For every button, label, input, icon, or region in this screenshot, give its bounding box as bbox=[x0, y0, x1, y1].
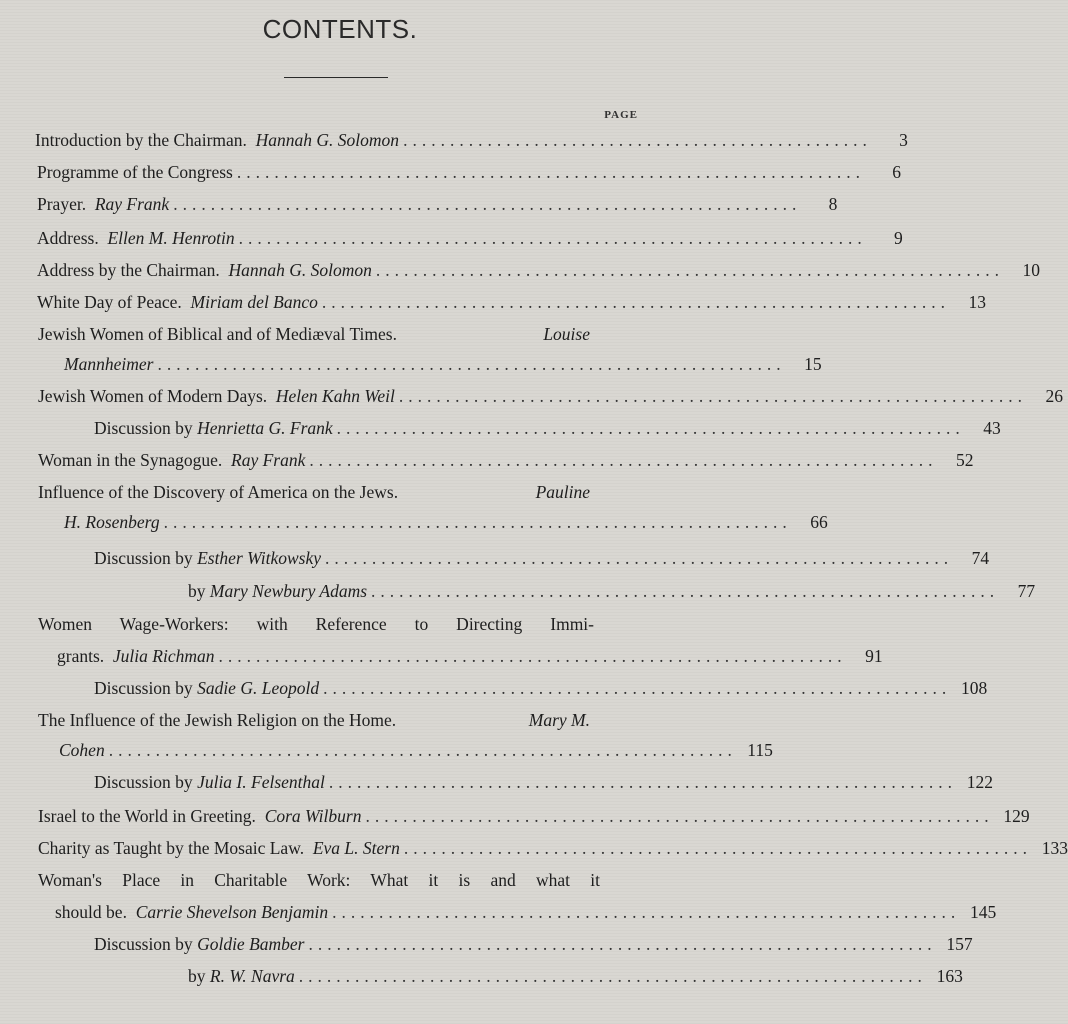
toc-entry bbox=[38, 836, 1068, 860]
dot-leader: ................................................................... bbox=[157, 354, 786, 374]
dot-leader: ................................................................... bbox=[218, 646, 847, 666]
entry-page: 108 bbox=[960, 678, 988, 698]
entry-page: 74 bbox=[971, 548, 990, 568]
entry-title: Discussion by bbox=[94, 548, 193, 568]
entry-page: 145 bbox=[970, 902, 997, 922]
toc-entry bbox=[94, 676, 988, 700]
entry-page: 129 bbox=[1003, 806, 1030, 826]
toc-entry-line bbox=[38, 868, 600, 892]
entry-page: 26 bbox=[1045, 386, 1063, 406]
entry-title: should be. bbox=[55, 902, 127, 922]
entry-author: Mary M. bbox=[528, 710, 590, 730]
entry-page: 122 bbox=[966, 772, 994, 792]
entry-page: 52 bbox=[956, 450, 974, 470]
entry-title: Woman in the Synagogue. bbox=[38, 450, 223, 470]
entry-title: Influence of the Discovery of America on the Jews. bbox=[38, 482, 399, 502]
entry-author: Julia Richman bbox=[112, 646, 215, 666]
toc-entry bbox=[37, 226, 903, 250]
entry-title: The Influence of the Jewish Religion on the Home. bbox=[38, 710, 397, 730]
entry-title: Women Wage-Workers: with Reference to Directing Immi- bbox=[38, 614, 594, 634]
dot-leader: ................................................................... bbox=[375, 260, 1005, 280]
entry-author: Ray Frank bbox=[94, 194, 170, 214]
entry-page: 8 bbox=[828, 194, 838, 214]
entry-author: Miriam del Banco bbox=[190, 292, 318, 312]
toc-entry bbox=[94, 416, 1001, 440]
entry-page: 13 bbox=[968, 292, 987, 312]
dot-leader: .................................................. bbox=[403, 130, 872, 150]
entry-author: Julia I. Felsenthal bbox=[197, 772, 325, 792]
toc-entry bbox=[57, 644, 883, 668]
entry-author: Helen Kahn Weil bbox=[275, 386, 395, 406]
entry-title: Address. bbox=[37, 228, 99, 248]
page-column-header: PAGE bbox=[604, 109, 638, 121]
dot-leader: ................................................................... bbox=[298, 966, 927, 986]
dot-leader: ................................................................... bbox=[238, 228, 867, 248]
entry-page: 43 bbox=[983, 418, 1001, 438]
toc-entry bbox=[64, 352, 822, 376]
toc-entry bbox=[38, 384, 1063, 408]
dot-leader: ................................................................... bbox=[173, 194, 802, 214]
entry-title: White Day of Peace. bbox=[37, 292, 182, 312]
dot-leader: ................................................................... bbox=[308, 934, 937, 954]
entry-page: 115 bbox=[747, 740, 773, 760]
entry-author: Carrie Shevelson Benjamin bbox=[135, 902, 329, 922]
toc-entry bbox=[37, 290, 987, 314]
dot-leader: ................................................................... bbox=[365, 806, 994, 826]
title-rule bbox=[284, 77, 388, 78]
entry-title: Prayer. bbox=[37, 194, 87, 214]
entry-page: 163 bbox=[936, 966, 963, 986]
entry-author: H. Rosenberg bbox=[64, 512, 160, 532]
dot-leader: ................................................................... bbox=[398, 386, 1027, 406]
entry-page: 66 bbox=[810, 512, 828, 532]
entry-author: Mannheimer bbox=[64, 354, 154, 374]
dot-leader: ................................................................... bbox=[236, 162, 865, 182]
entry-author: Louise bbox=[543, 324, 590, 344]
entry-author: Pauline bbox=[535, 482, 590, 502]
entry-page: 15 bbox=[804, 354, 822, 374]
toc-entry bbox=[64, 510, 828, 534]
entry-title: Jewish Women of Modern Days. bbox=[38, 386, 268, 406]
entry-author: Ray Frank bbox=[231, 450, 306, 470]
toc-entry bbox=[37, 192, 838, 216]
entry-title: Jewish Women of Biblical and of Mediæval Times. bbox=[38, 324, 397, 344]
entry-title: by bbox=[188, 966, 206, 986]
toc-entry bbox=[37, 160, 901, 184]
toc-entry bbox=[59, 738, 773, 762]
entry-title: Discussion by bbox=[94, 934, 193, 954]
dot-leader: ................................................................... bbox=[323, 678, 952, 698]
entry-author: R. W. Navra bbox=[209, 966, 295, 986]
dot-leader: ................................................................... bbox=[325, 548, 954, 568]
toc-entry-line bbox=[38, 612, 594, 636]
entry-author: Sadie G. Leopold bbox=[197, 678, 320, 698]
entry-author: Esther Witkowsky bbox=[197, 548, 321, 568]
entry-title: Discussion by bbox=[94, 678, 193, 698]
entry-title: Discussion by bbox=[94, 418, 193, 438]
toc-entry bbox=[38, 448, 974, 472]
entry-author: Hannah G. Solomon bbox=[255, 130, 400, 150]
entry-page: 77 bbox=[1017, 581, 1036, 601]
entry-title: Israel to the World in Greeting. bbox=[38, 806, 256, 826]
entry-page: 10 bbox=[1022, 260, 1041, 280]
entry-title: grants. bbox=[57, 646, 105, 666]
toc-entry bbox=[94, 770, 994, 794]
entry-author: Cora Wilburn bbox=[264, 806, 362, 826]
entry-author: Ellen M. Henrotin bbox=[107, 228, 235, 248]
dot-leader: ................................................................... bbox=[336, 418, 965, 438]
entry-author: Henrietta G. Frank bbox=[197, 418, 333, 438]
entry-page: 157 bbox=[946, 934, 973, 954]
page-title: CONTENTS. bbox=[262, 14, 418, 44]
dot-leader: ................................................................... bbox=[328, 772, 958, 792]
dot-leader: ................................................................... bbox=[163, 512, 792, 532]
dot-leader: ................................................................... bbox=[309, 450, 938, 470]
entry-title: Discussion by bbox=[94, 772, 193, 792]
entry-page: 6 bbox=[892, 162, 901, 182]
entry-author: Goldie Bamber bbox=[197, 934, 305, 954]
dot-leader: ................................................................... bbox=[403, 838, 1032, 858]
entry-author: Cohen bbox=[59, 740, 105, 760]
dot-leader: ................................................................... bbox=[321, 292, 951, 312]
entry-title: by bbox=[188, 581, 206, 601]
dot-leader: ................................................................... bbox=[108, 740, 737, 760]
toc-entry bbox=[37, 258, 1041, 282]
toc-entry bbox=[55, 900, 997, 924]
entry-title: Charity as Taught by the Mosaic Law. bbox=[38, 838, 305, 858]
toc-entry-line bbox=[38, 322, 638, 346]
toc-entry bbox=[188, 964, 963, 988]
entry-title: Woman's Place in Charitable Work: What it is and what it bbox=[38, 870, 600, 890]
dot-leader: ................................................................... bbox=[332, 902, 961, 922]
toc-entry bbox=[94, 546, 990, 570]
toc-entry bbox=[94, 932, 973, 956]
entry-author: Hannah G. Solomon bbox=[228, 260, 372, 280]
entry-title: Programme of the Congress bbox=[37, 162, 233, 182]
entry-page: 133 bbox=[1041, 838, 1068, 858]
toc-entry bbox=[35, 128, 908, 152]
entry-title: Address by the Chairman. bbox=[37, 260, 220, 280]
entry-page: 9 bbox=[894, 228, 903, 248]
entry-page: 3 bbox=[899, 130, 908, 150]
entry-title: Introduction by the Chairman. bbox=[35, 130, 247, 150]
entry-author: Eva L. Stern bbox=[312, 838, 400, 858]
toc-entry-line bbox=[38, 708, 638, 732]
entry-page: 91 bbox=[865, 646, 883, 666]
entry-author: Mary Newbury Adams bbox=[209, 581, 368, 601]
dot-leader: ................................................................... bbox=[371, 581, 1000, 601]
toc-entry-line bbox=[38, 480, 638, 504]
toc-entry bbox=[38, 804, 1030, 828]
toc-entry bbox=[188, 579, 1036, 603]
